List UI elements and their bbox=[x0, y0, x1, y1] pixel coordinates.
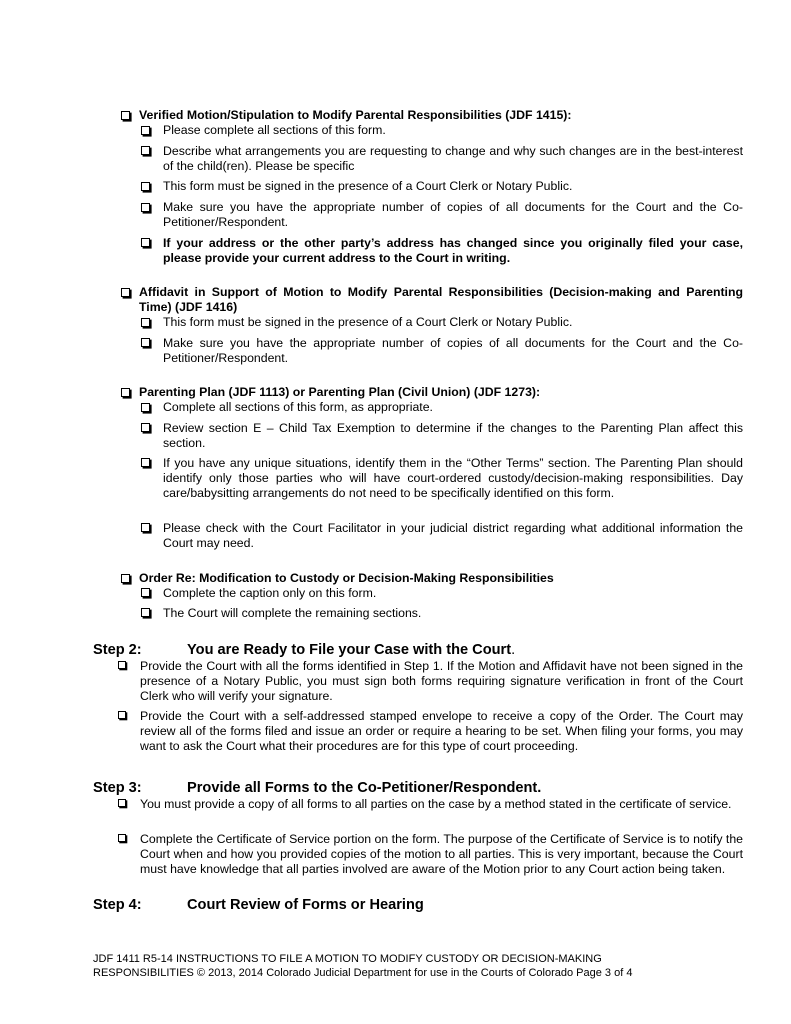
step-title: Court Review of Forms or Hearing bbox=[187, 897, 424, 913]
checkbox-icon bbox=[141, 458, 150, 467]
checkbox-icon bbox=[141, 523, 150, 532]
list-item: Review section E – Child Tax Exemption to determine if the changes to the Parenting Plan affect this section. bbox=[163, 421, 743, 450]
section-heading: Verified Motion/Stipulation to Modify Parental Responsibilities (JDF 1415): bbox=[139, 108, 572, 122]
footer-line-2: RESPONSIBILITIES © 2013, 2014 Colorado Judicial Department for use in the Courts of Colorado Page 3 of 4 bbox=[93, 967, 633, 979]
checkbox-icon bbox=[118, 661, 126, 669]
checkbox-icon bbox=[141, 126, 150, 135]
checkbox-icon bbox=[121, 288, 130, 297]
list-item: This form must be signed in the presence of a Court Clerk or Notary Public. bbox=[163, 315, 573, 329]
list-item: Please complete all sections of this form. bbox=[163, 123, 386, 137]
checkbox-icon bbox=[141, 146, 150, 155]
list-item: Provide the Court with a self-addressed stamped envelope to receive a copy of the Order. The Court may review all of the forms filed and issue an order or require a hearing to be set. When filing your forms, you may want to ask the Court what their procedures are for this type of court proceeding. bbox=[140, 709, 743, 753]
checkbox-icon bbox=[121, 574, 130, 583]
checkbox-icon bbox=[141, 238, 150, 247]
list-item: Make sure you have the appropriate number of copies of all documents for the Court and the Co-Petitioner/Respondent. bbox=[163, 200, 743, 229]
step-title: Provide all Forms to the Co-Petitioner/Respondent. bbox=[187, 780, 542, 796]
footer bbox=[93, 952, 632, 980]
step-label: Step 2: bbox=[93, 642, 142, 658]
checkbox-icon bbox=[118, 834, 126, 842]
step-title bbox=[187, 641, 515, 659]
list-item: You must provide a copy of all forms to all parties on the case by a method stated in the certificate of service. bbox=[140, 797, 732, 811]
checkbox-icon bbox=[121, 111, 130, 120]
checkbox-icon bbox=[118, 799, 126, 807]
list-item: If you have any unique situations, identify them in the “Other Terms” section. The Parenting Plan should identify only those parties who will have court-ordered custody/decision-making responsibilities. Day care/babysitting arrangements do not need to be specifically identified on this form. bbox=[163, 456, 743, 500]
section-heading: Parenting Plan (JDF 1113) or Parenting Plan (Civil Union) (JDF 1273): bbox=[139, 385, 541, 399]
list-item: If your address or the other party’s address has changed since you originally filed your case, please provide your current address to the Court in writing. bbox=[163, 236, 743, 265]
checkbox-icon bbox=[141, 203, 150, 212]
checkbox-icon bbox=[141, 318, 150, 327]
list-item: Complete the Certificate of Service portion on the form. The purpose of the Certificate of Service is to notify the Court when and how you provided copies of the motion to all parties. This is very important, because the Court must have knowledge that all parties involved are aware of the Motion prior to any Court action being taken. bbox=[140, 832, 743, 876]
list-item: Provide the Court with all the forms identified in Step 1. If the Motion and Affidavit have not been signed in the presence of a Notary Public, you must sign both forms requiring signature verification in front of the Court Clerk who will verify your signature. bbox=[140, 659, 743, 703]
step-title-period: . bbox=[511, 642, 516, 658]
checkbox-icon bbox=[141, 338, 150, 347]
checkbox-icon bbox=[118, 711, 126, 719]
list-item: Make sure you have the appropriate number of copies of all documents for the Court and the Co-Petitioner/Respondent. bbox=[163, 336, 743, 365]
step-label: Step 3: bbox=[93, 780, 142, 796]
list-item: The Court will complete the remaining sections. bbox=[163, 606, 422, 620]
checkbox-icon bbox=[141, 423, 150, 432]
section-heading: Affidavit in Support of Motion to Modify Parental Responsibilities (Decision-making and Parenting Time) (JDF 1416) bbox=[139, 285, 743, 314]
step-label: Step 4: bbox=[93, 897, 142, 913]
checkbox-icon bbox=[121, 388, 130, 397]
checkbox-icon bbox=[141, 608, 150, 617]
list-item: Complete all sections of this form, as appropriate. bbox=[163, 400, 433, 414]
section-heading: Order Re: Modification to Custody or Decision-Making Responsibilities bbox=[139, 571, 554, 585]
checkbox-icon bbox=[141, 182, 150, 191]
checkbox-icon bbox=[141, 588, 150, 597]
list-item: Describe what arrangements you are requesting to change and why such changes are in the best-interest of the child(ren). Please be specific bbox=[163, 144, 743, 173]
checkbox-icon bbox=[141, 403, 150, 412]
list-item: Please check with the Court Facilitator in your judicial district regarding what additional information the Court may need. bbox=[163, 521, 743, 550]
footer-line-1: JDF 1411 R5-14 INSTRUCTIONS TO FILE A MOTION TO MODIFY CUSTODY OR DECISION-MAKING bbox=[93, 953, 602, 965]
step-title-text: You are Ready to File your Case with the Court bbox=[187, 642, 512, 658]
list-item: Complete the caption only on this form. bbox=[163, 586, 377, 600]
list-item: This form must be signed in the presence of a Court Clerk or Notary Public. bbox=[163, 179, 573, 193]
